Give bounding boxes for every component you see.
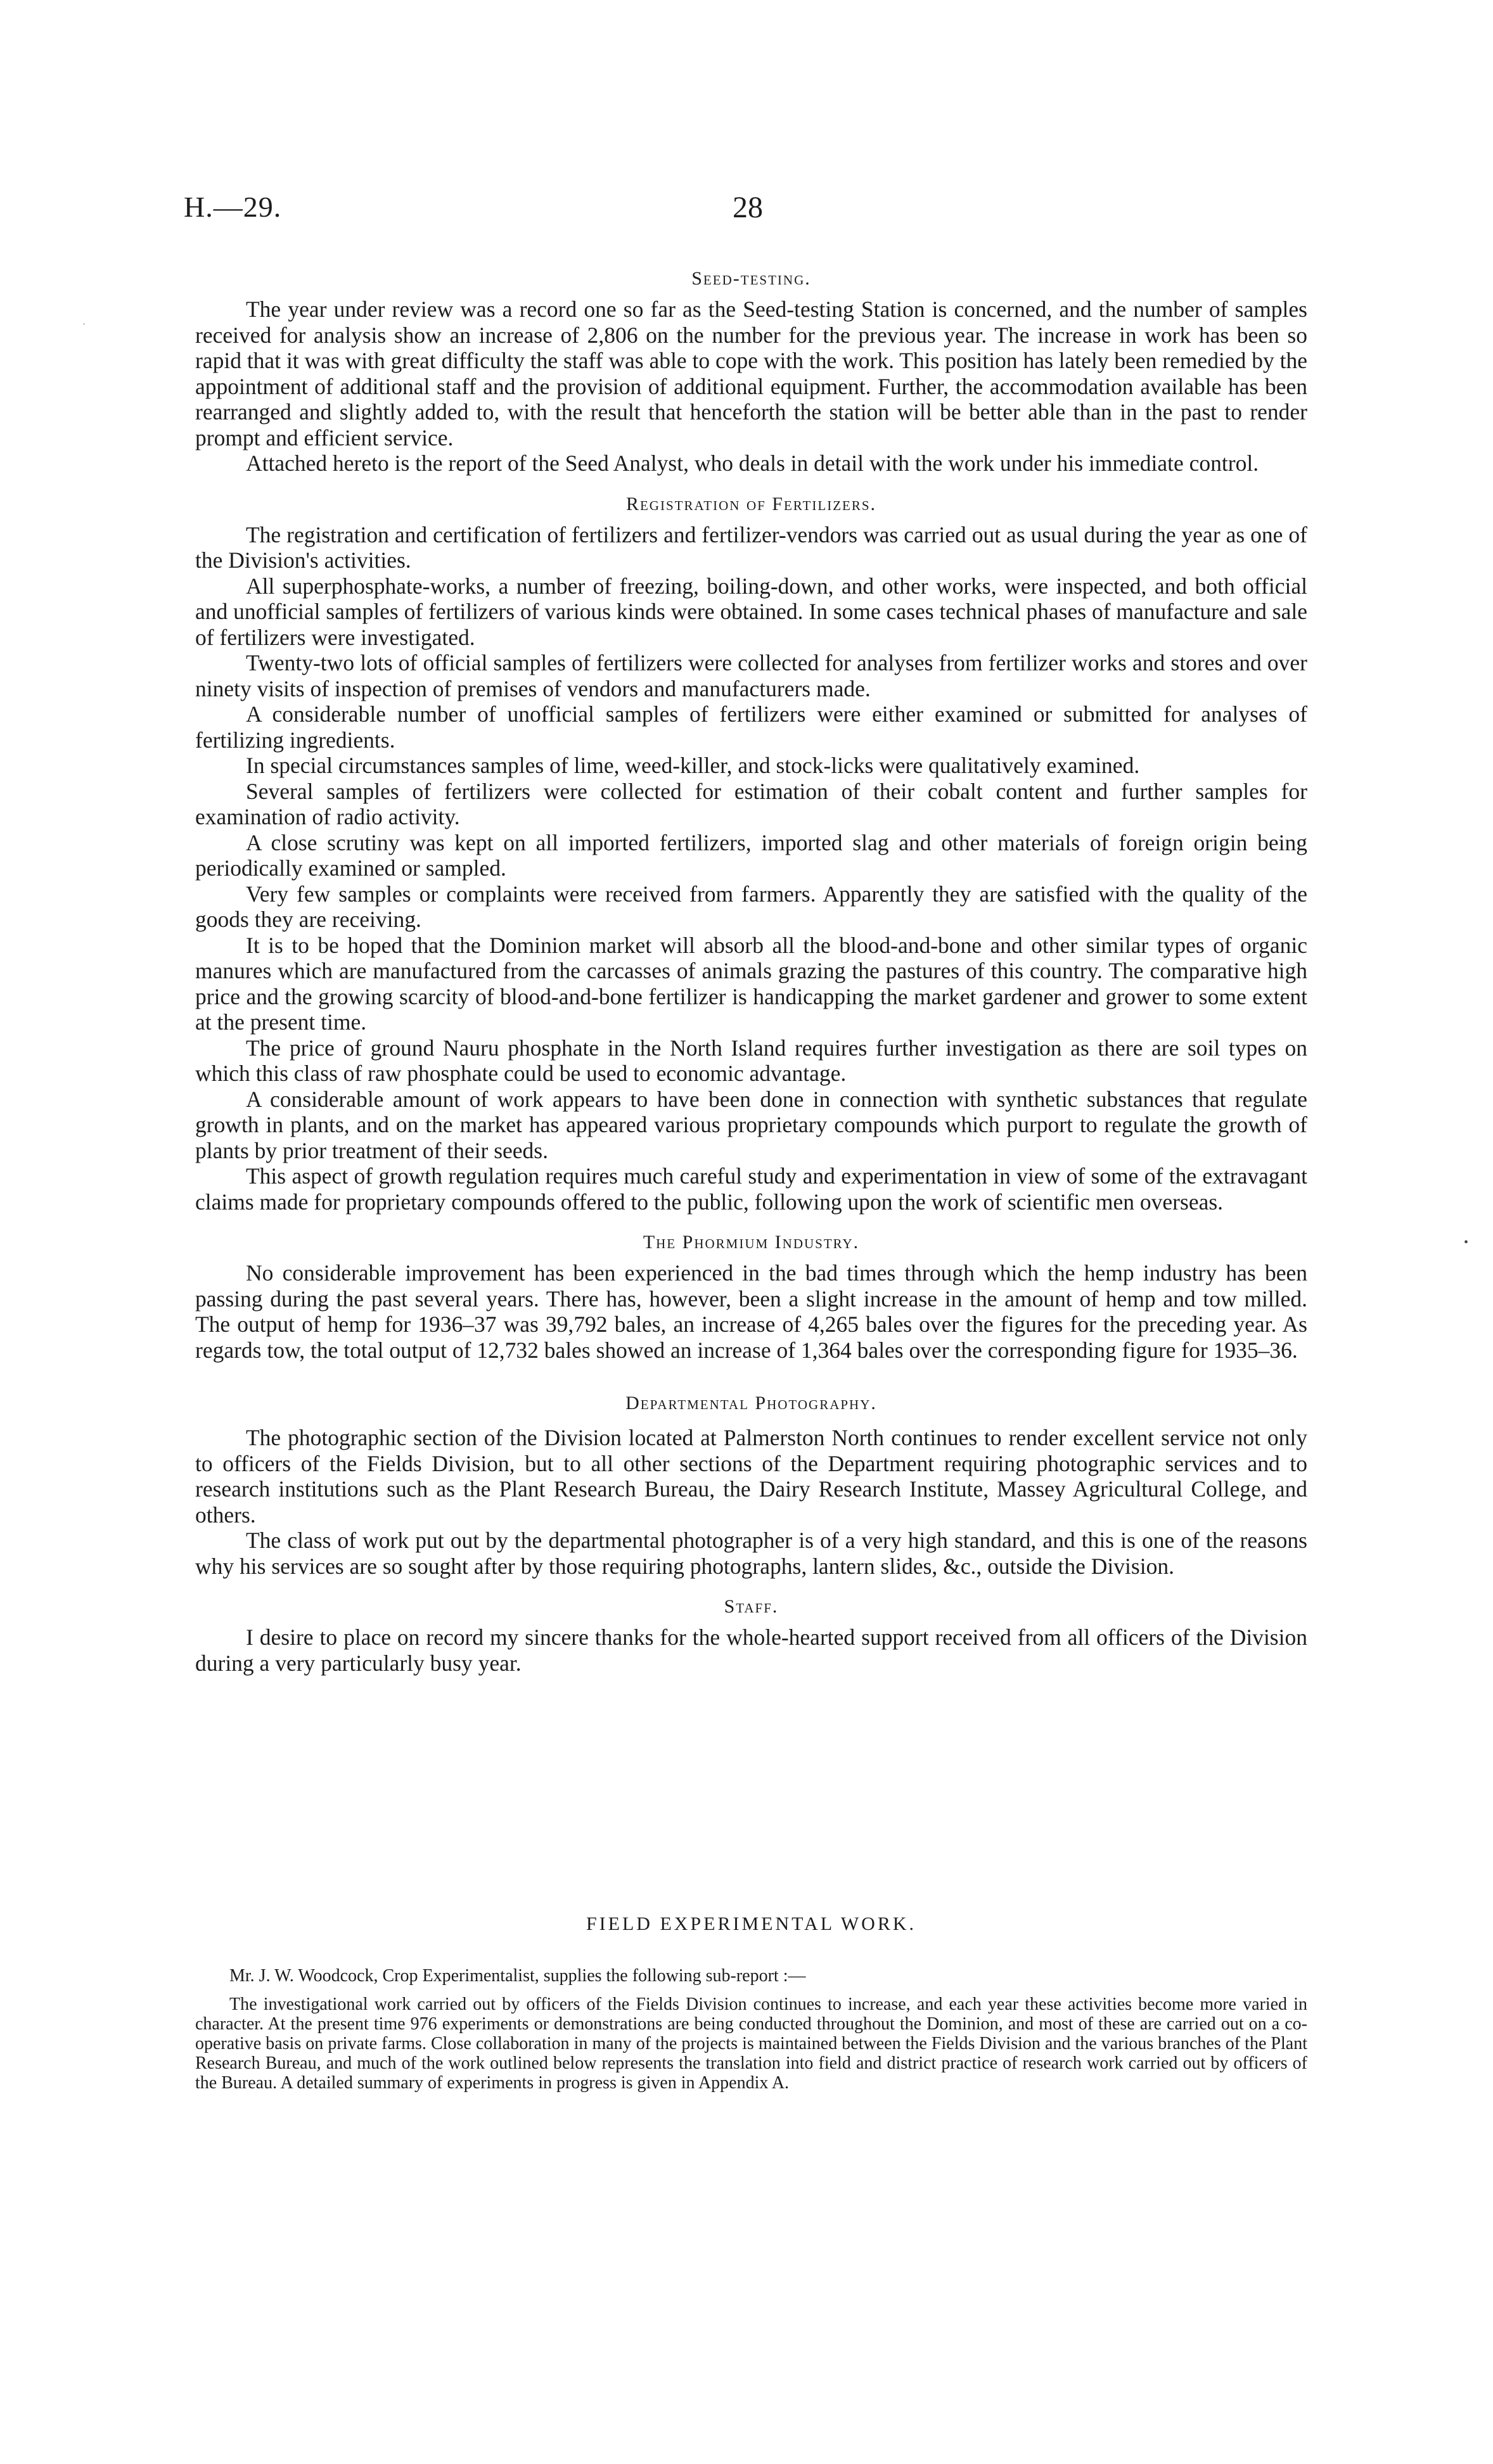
main-text xyxy=(195,259,1307,1676)
paragraph: It is to be hoped that the Dominion market will absorb all the blood-and-bone and other similar types of organic manures which are manufactured from the carcasses of animals grazing the pastures of this country. The comparative high price and the growing scarcity of blood-and-bone fertilizer is handicapping the market gardener and grower to some extent at the present time. xyxy=(195,932,1307,1035)
paragraph: In special circumstances samples of lime, weed-killer, and stock-licks were qualitatively examined. xyxy=(246,753,1140,778)
paragraph: The photographic section of the Division located at Palmerston North continues to render excellent service not only to officers of the Fields Division, but to all other sections of the Department requiring photographic services and to research institutions such as the Plant Research Bureau, the Dairy Research Institute, Massey Agricultural College, and others. xyxy=(195,1425,1307,1528)
paragraph: Several samples of fertilizers were collected for estimation of their cobalt content and further samples for examination of radio activity. xyxy=(195,778,1307,829)
heading-departmental-photography: Departmental Photography. xyxy=(625,1393,877,1414)
paragraph: A considerable number of unofficial samples of fertilizers were either examined or submitted for analyses of fertilizing ingredients. xyxy=(195,701,1307,753)
paragraph: All superphosphate-works, a number of freezing, boiling-down, and other works, were inspected, and both official and unofficial samples of fertilizers of various kinds were obtained. In some cases technical phases of manufacture and sale of fertilizers were investigated. xyxy=(195,573,1307,650)
paragraph: Very few samples or complaints were received from farmers. Apparently they are satisfied with the quality of the goods they are receiving. xyxy=(195,881,1307,932)
paragraph: The registration and certification of fertilizers and fertilizer-vendors was carried out as usual during the year as one of the Division's activities. xyxy=(195,521,1307,573)
heading-field-experimental-work: FIELD EXPERIMENTAL WORK. xyxy=(586,1913,917,1934)
heading-seed-testing: Seed-testing. xyxy=(691,268,811,289)
paragraph: A considerable amount of work appears to have been done in connection with synthetic substances that regulate growth in plants, and on the market has appeared various proprietary compounds which purport to regulate the growth of plants by prior treatment of their seeds. xyxy=(195,1086,1307,1163)
scan-mark: ⋅ xyxy=(82,319,86,330)
heading-staff: Staff. xyxy=(724,1596,779,1617)
field-experimental-section xyxy=(195,1913,1307,2093)
paragraph: The year under review was a record one so far as the Seed-testing Station is concerned, and the number of samples received for analysis show an increase of 2,806 on the number for the previous year. The increase in work has been so rapid that it was with great difficulty the staff was able to cope with the work. This position has lately been remedied by the appointment of additional staff and the provision of additional equipment. Further, the accommodation available has been rearranged and slightly added to, with the result that henceforth the station will be better able than in the past to render prompt and efficient service. xyxy=(195,297,1307,450)
paragraph: The price of ground Nauru phosphate in the North Island requires further investigation as there are soil types on which this class of raw phosphate could be used to economic advantage. xyxy=(195,1035,1307,1086)
heading-phormium-industry: The Phormium Industry. xyxy=(643,1232,860,1253)
sub-report-paragraph: The investigational work carried out by officers of the Fields Division continues to increase, and each year these activities become more varied in character. At the present time 976 experiments or demonstrations are being conducted throughout the Dominion, and most of these are carried out on a co-operative basis on private farms. Close collaboration in many of the projects is maintained between the Fields Division and the various branches of the Plant Research Bureau, and much of the work outlined below represents the translation into field and district practice of research work carried out by officers of the Bureau. A detailed summary of experiments in progress is given in Appendix A. xyxy=(195,1995,1307,2093)
paragraph: This aspect of growth regulation requires much careful study and experimentation in view of some of the extravagant claims made for proprietary compounds offered to the public, following upon the work of scientific men overseas. xyxy=(195,1163,1307,1215)
scan-mark: • xyxy=(1464,1235,1469,1249)
paragraph: A close scrutiny was kept on all imported fertilizers, imported slag and other materials of foreign origin being periodically examined or sampled. xyxy=(195,829,1307,881)
page-number: 28 xyxy=(733,191,763,224)
paragraph: No considerable improvement has been experienced in the bad times through which the hemp industry has been passing during the past several years. There has, however, been a slight increase in the amount of hemp and tow milled. The output of hemp for 1936–37 was 39,792 bales, an increase of 4,265 bales over the figures for the preceding year. As regards tow, the total output of 12,732 bales showed an increase of 1,364 bales over the corresponding figure for 1935–36. xyxy=(195,1260,1307,1363)
heading-registration-of-fertilizers: Registration of Fertilizers. xyxy=(625,493,877,514)
paragraph: Twenty-two lots of official samples of fertilizers were collected for analyses from fertilizer works and stores and over ninety visits of inspection of premises of vendors and manufacturers made. xyxy=(195,650,1307,701)
paragraph: The class of work put out by the departmental photographer is of a very high standard, and this is one of the reasons why his services are so sought after by those requiring photographs, lantern slides, &c., outside the Division. xyxy=(195,1528,1307,1579)
document-reference: H.—29. xyxy=(184,191,282,223)
paragraph: I desire to place on record my sincere thanks for the whole-hearted support received from all officers of the Division during a very particularly busy year. xyxy=(195,1625,1307,1676)
sub-report-intro: Mr. J. W. Woodcock, Crop Experimentalist, supplies the following sub-report :— xyxy=(229,1966,806,1986)
paragraph: Attached hereto is the report of the Seed Analyst, who deals in detail with the work under his immediate control. xyxy=(246,450,1259,476)
page-header xyxy=(184,190,1312,234)
